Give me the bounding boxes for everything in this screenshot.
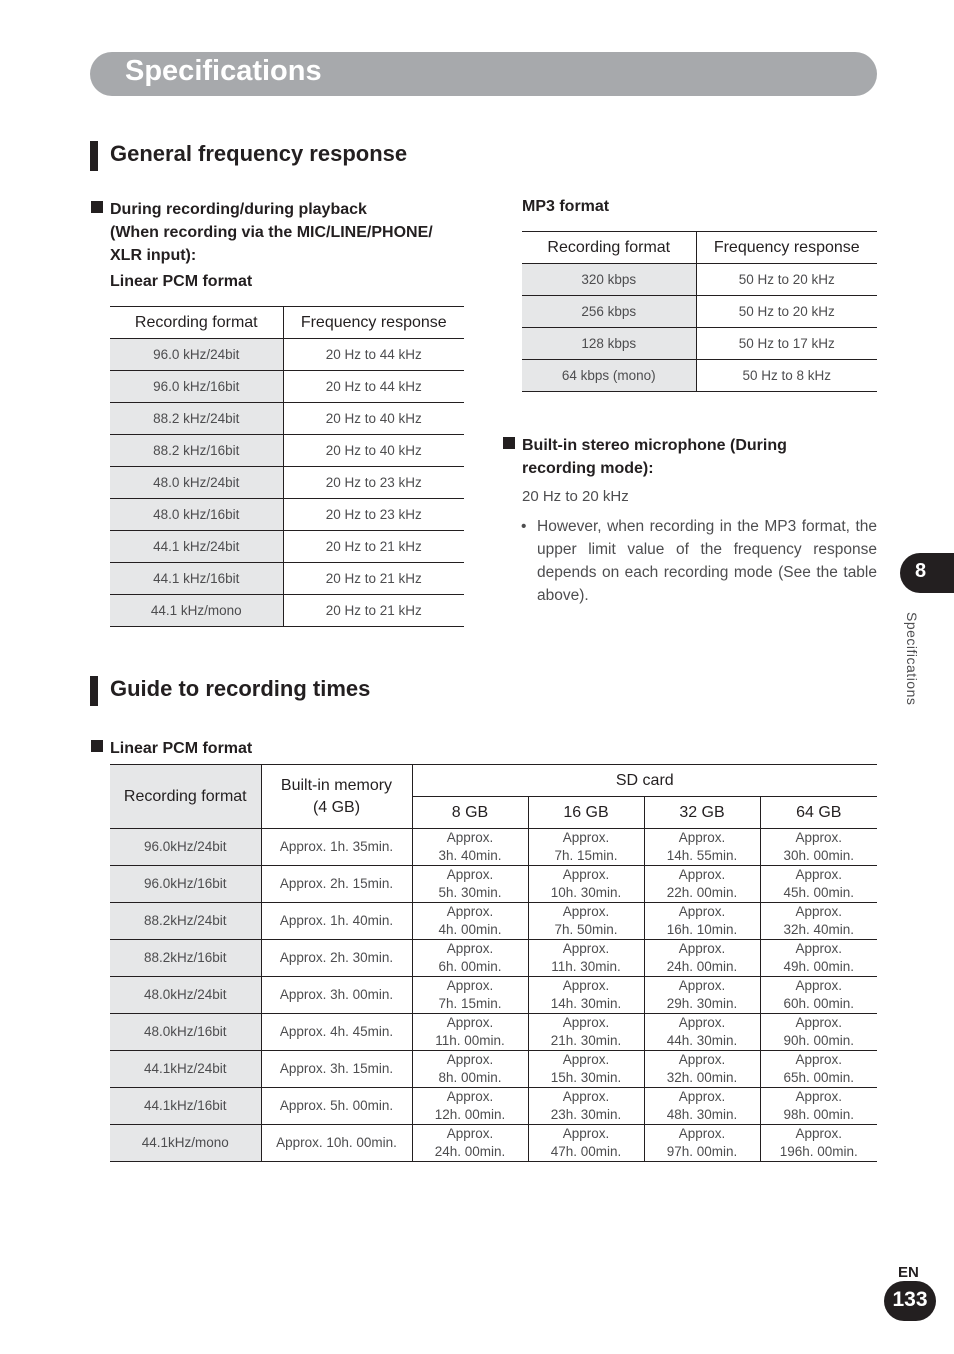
cell-line: 12h. 00min. (434, 1107, 506, 1122)
table-row (110, 940, 877, 977)
cell-recording-format: 44.1 kHz/24bit (110, 531, 283, 563)
table-row (110, 499, 464, 531)
cell-sd-time (760, 866, 877, 903)
cell-content (761, 829, 878, 865)
heading-line: XLR input): (110, 247, 197, 264)
cell-sd-time (528, 977, 644, 1014)
header-sd-size: 8 GB (412, 797, 528, 829)
table-row (110, 1125, 877, 1162)
heading-line: (When recording via the MIC/LINE/PHONE/ (110, 224, 433, 241)
cell-line: 6h. 00min. (438, 959, 502, 974)
cell-line: 7h. 15min. (554, 848, 618, 863)
cell-sd-time (760, 1125, 877, 1162)
header-built-in-memory (261, 765, 412, 829)
cell-recording-format: 64 kbps (mono) (522, 360, 696, 392)
section-marker (90, 141, 98, 171)
cell-line: 23h. 30min. (550, 1107, 622, 1122)
cell-line: 98h. 00min. (783, 1107, 855, 1122)
table-row (110, 563, 464, 595)
cell-sd-time (412, 903, 528, 940)
cell-line: Approx. (446, 1126, 494, 1141)
cell-sd-time (760, 829, 877, 866)
table-header: Recording format (522, 232, 696, 264)
cell-line: 10h. 30min. (550, 885, 622, 900)
cell-sd-time (644, 940, 760, 977)
cell-sd-time (412, 829, 528, 866)
cell-content (529, 1051, 644, 1087)
cell-line: 44h. 30min. (666, 1033, 738, 1048)
table-row (110, 531, 464, 563)
cell-line: Approx. (795, 1126, 843, 1141)
cell-line: 14h. 30min. (550, 996, 622, 1011)
cell-sd-time (760, 940, 877, 977)
cell-content (529, 940, 644, 976)
cell-content (413, 940, 528, 976)
cell-line: Approx. (795, 978, 843, 993)
cell-line: Approx. (795, 1052, 843, 1067)
cell-line: 65h. 00min. (783, 1070, 855, 1085)
cell-line: Approx. (562, 1126, 610, 1141)
cell-line: Approx. (678, 978, 726, 993)
table-row (522, 328, 877, 360)
section-marker (90, 676, 98, 706)
square-bullet-icon (91, 201, 103, 213)
table-row (110, 371, 464, 403)
cell-line: Approx. (678, 1089, 726, 1104)
page-title-bar (90, 52, 877, 96)
pcm-format-label: Linear PCM format (110, 273, 253, 290)
cell-content (645, 977, 760, 1013)
cell-line: Approx. (562, 1052, 610, 1067)
cell-frequency-response: 20 Hz to 40 kHz (283, 435, 464, 467)
cell-sd-time (644, 1014, 760, 1051)
chapter-tab[interactable] (900, 553, 954, 593)
cell-frequency-response: 20 Hz to 21 kHz (283, 531, 464, 563)
cell-line: Approx. (446, 1015, 494, 1030)
section-title-times: Guide to recording times (110, 676, 371, 701)
cell-line: 22h. 00min. (666, 885, 738, 900)
cell-content (645, 903, 760, 939)
cell-line: 16h. 10min. (666, 922, 738, 937)
cell-frequency-response: 20 Hz to 21 kHz (283, 563, 464, 595)
cell-content (761, 903, 878, 939)
table-row (110, 595, 464, 627)
cell-content (413, 1014, 528, 1050)
cell-line: 60h. 00min. (783, 996, 855, 1011)
cell-recording-format: 48.0 kHz/16bit (110, 499, 283, 531)
cell-sd-time (644, 1051, 760, 1088)
cell-recording-format: 96.0 kHz/24bit (110, 339, 283, 371)
cell-content (761, 977, 878, 1013)
cell-built-in-memory: Approx. 1h. 40min. (261, 903, 412, 940)
language-label: EN (898, 1264, 919, 1281)
cell-line: Approx. (446, 1052, 494, 1067)
table-row (110, 829, 877, 866)
cell-built-in-memory: Approx. 3h. 15min. (261, 1051, 412, 1088)
cell-line: 49h. 00min. (783, 959, 855, 974)
cell-line: Approx. (446, 941, 494, 956)
bullet-dot-icon: • (521, 518, 527, 535)
chapter-number: 8 (915, 560, 927, 582)
cell-recording-format: 44.1kHz/24bit (110, 1051, 261, 1088)
page-number: 133 (892, 1288, 928, 1311)
cell-line: Approx. (562, 1015, 610, 1030)
cell-recording-format: 48.0kHz/16bit (110, 1014, 261, 1051)
cell-sd-time (760, 1088, 877, 1125)
cell-sd-time (412, 1014, 528, 1051)
recording-playback-heading (110, 198, 470, 267)
header-sd-size: 64 GB (760, 797, 877, 829)
cell-line: 11h. 30min. (551, 959, 621, 974)
cell-line: Approx. (562, 978, 610, 993)
cell-recording-format: 48.0 kHz/24bit (110, 467, 283, 499)
cell-content (761, 866, 878, 902)
cell-line: Approx. (446, 978, 494, 993)
header-sd-size: 16 GB (528, 797, 644, 829)
cell-line: Approx. (678, 867, 726, 882)
cell-sd-time (644, 977, 760, 1014)
cell-recording-format: 88.2kHz/24bit (110, 903, 261, 940)
cell-frequency-response: 50 Hz to 8 kHz (696, 360, 877, 392)
cell-content (529, 903, 644, 939)
cell-line: Approx. (795, 1089, 843, 1104)
cell-content (645, 1125, 760, 1161)
cell-line: 3h. 40min. (438, 848, 502, 863)
heading-line: Linear PCM format (110, 740, 253, 757)
table-row (522, 360, 877, 392)
cell-recording-format: 256 kbps (522, 296, 696, 328)
cell-content (413, 1088, 528, 1124)
cell-sd-time (644, 866, 760, 903)
cell-content (413, 829, 528, 865)
cell-sd-time (760, 1014, 877, 1051)
cell-line: Approx. (795, 941, 843, 956)
cell-sd-time (412, 940, 528, 977)
cell-sd-time (412, 977, 528, 1014)
cell-line: Approx. (562, 904, 610, 919)
cell-sd-time (528, 1014, 644, 1051)
table-row (110, 866, 877, 903)
table-row (522, 296, 877, 328)
cell-line: Approx. (562, 867, 610, 882)
cell-content (645, 829, 760, 865)
cell-frequency-response: 20 Hz to 23 kHz (283, 467, 464, 499)
cell-line: Approx. (795, 1015, 843, 1030)
cell-built-in-memory: Approx. 3h. 00min. (261, 977, 412, 1014)
cell-line: Approx. (446, 830, 494, 845)
cell-line: 24h. 00min. (434, 1144, 506, 1159)
cell-line: Approx. (678, 941, 726, 956)
square-bullet-icon (503, 437, 515, 449)
cell-recording-format: 48.0kHz/24bit (110, 977, 261, 1014)
cell-line: 47h. 00min. (550, 1144, 622, 1159)
heading-line: During recording/during playback (110, 201, 367, 218)
cell-recording-format: 44.1kHz/mono (110, 1125, 261, 1162)
heading-line: recording mode): (522, 460, 654, 477)
cell-recording-format: 44.1kHz/16bit (110, 1088, 261, 1125)
cell-recording-format: 96.0kHz/16bit (110, 866, 261, 903)
header-sd-size: 32 GB (644, 797, 760, 829)
table-header: Frequency response (696, 232, 877, 264)
cell-built-in-memory: Approx. 4h. 45min. (261, 1014, 412, 1051)
cell-line: 90h. 00min. (783, 1033, 855, 1048)
mp3-format-label: MP3 format (522, 198, 610, 215)
cell-content (645, 940, 760, 976)
cell-line: Approx. (678, 1015, 726, 1030)
cell-line: Approx. (678, 1126, 726, 1141)
cell-sd-time (412, 1051, 528, 1088)
cell-line: Approx. (562, 941, 610, 956)
cell-content (761, 1088, 878, 1124)
table-row (110, 1051, 877, 1088)
cell-content (645, 1088, 760, 1124)
microphone-heading (522, 434, 877, 480)
cell-sd-time (412, 1088, 528, 1125)
cell-content (529, 1014, 644, 1050)
header-line: Built-in memory (280, 776, 393, 794)
square-bullet-icon (91, 740, 103, 752)
cell-sd-time (760, 1051, 877, 1088)
microphone-range: 20 Hz to 20 kHz (522, 488, 629, 505)
cell-sd-time (528, 866, 644, 903)
cell-content (413, 903, 528, 939)
cell-content (529, 1125, 644, 1161)
cell-frequency-response: 20 Hz to 21 kHz (283, 595, 464, 627)
cell-line: 15h. 30min. (550, 1070, 622, 1085)
cell-recording-format: 320 kbps (522, 264, 696, 296)
cell-sd-time (528, 1051, 644, 1088)
cell-sd-time (528, 1088, 644, 1125)
header-line: (4 GB) (312, 798, 361, 816)
cell-line: 29h. 30min. (666, 996, 738, 1011)
cell-line: Approx. (795, 867, 843, 882)
cell-sd-time (644, 903, 760, 940)
cell-frequency-response: 20 Hz to 23 kHz (283, 499, 464, 531)
cell-recording-format: 96.0kHz/24bit (110, 829, 261, 866)
table-row (110, 1088, 877, 1125)
cell-content (529, 829, 644, 865)
cell-line: 32h. 00min. (666, 1070, 738, 1085)
cell-frequency-response: 20 Hz to 44 kHz (283, 339, 464, 371)
cell-sd-time (528, 903, 644, 940)
cell-content (761, 1051, 878, 1087)
mp3-note (521, 515, 877, 607)
cell-line: 7h. 50min. (554, 922, 618, 937)
table-row (110, 467, 464, 499)
heading-line: Built-in stereo microphone (During (522, 437, 787, 454)
cell-sd-time (412, 866, 528, 903)
cell-sd-time (760, 977, 877, 1014)
cell-line: 32h. 40min. (783, 922, 855, 937)
cell-sd-time (760, 903, 877, 940)
cell-line: Approx. (446, 1089, 494, 1104)
table-row (522, 264, 877, 296)
cell-recording-format: 88.2kHz/16bit (110, 940, 261, 977)
header-sd-card: SD card (412, 765, 877, 797)
cell-line: 24h. 00min. (666, 959, 738, 974)
times-pcm-heading (110, 737, 410, 760)
cell-built-in-memory: Approx. 5h. 00min. (261, 1088, 412, 1125)
cell-frequency-response: 20 Hz to 40 kHz (283, 403, 464, 435)
cell-line: 11h. 00min. (435, 1033, 505, 1048)
cell-line: Approx. (678, 904, 726, 919)
cell-line: Approx. (562, 1089, 610, 1104)
cell-line: 4h. 00min. (438, 922, 502, 937)
cell-content (645, 866, 760, 902)
section-title-frequency: General frequency response (110, 141, 408, 166)
cell-line: 45h. 00min. (783, 885, 855, 900)
cell-line: 97h. 00min. (666, 1144, 738, 1159)
cell-line: 21h. 30min. (550, 1033, 622, 1048)
table-row (110, 403, 464, 435)
cell-sd-time (644, 829, 760, 866)
cell-line: 5h. 30min. (438, 885, 502, 900)
cell-line: 8h. 00min. (438, 1070, 502, 1085)
cell-line: 196h. 00min. (779, 1144, 858, 1159)
mp3-note-text: However, when recording in the MP3 format, the upper limit value of the frequency response depends on each recording mode (See the table above). (537, 518, 877, 604)
recording-times-table (110, 764, 877, 1162)
cell-recording-format: 44.1 kHz/16bit (110, 563, 283, 595)
cell-content (529, 1088, 644, 1124)
header-recording-format: Recording format (110, 765, 261, 829)
table-row (110, 339, 464, 371)
cell-content (761, 1125, 878, 1161)
cell-line: Approx. (795, 830, 843, 845)
cell-frequency-response: 50 Hz to 17 kHz (696, 328, 877, 360)
cell-built-in-memory: Approx. 10h. 00min. (261, 1125, 412, 1162)
page-title: Specifications (125, 55, 322, 87)
cell-line: Approx. (678, 830, 726, 845)
cell-content (413, 866, 528, 902)
cell-content (529, 977, 644, 1013)
cell-line: Approx. (446, 904, 494, 919)
cell-content (645, 1014, 760, 1050)
cell-line: Approx. (678, 1052, 726, 1067)
table-header: Recording format (110, 307, 283, 339)
cell-line: Approx. (562, 830, 610, 845)
cell-sd-time (644, 1125, 760, 1162)
cell-sd-time (528, 829, 644, 866)
cell-sd-time (528, 1125, 644, 1162)
table-row (110, 903, 877, 940)
cell-content (413, 1125, 528, 1161)
cell-content (645, 1051, 760, 1087)
cell-line: 30h. 00min. (783, 848, 855, 863)
cell-built-in-memory: Approx. 2h. 15min. (261, 866, 412, 903)
cell-content (413, 1051, 528, 1087)
cell-line: Approx. (446, 867, 494, 882)
cell-sd-time (528, 940, 644, 977)
cell-recording-format: 44.1 kHz/mono (110, 595, 283, 627)
cell-frequency-response: 50 Hz to 20 kHz (696, 296, 877, 328)
cell-built-in-memory: Approx. 2h. 30min. (261, 940, 412, 977)
cell-recording-format: 88.2 kHz/16bit (110, 435, 283, 467)
cell-frequency-response: 20 Hz to 44 kHz (283, 371, 464, 403)
cell-content (529, 866, 644, 902)
chapter-side-label: Specifications (904, 612, 920, 706)
cell-sd-time (412, 1125, 528, 1162)
table-row (110, 435, 464, 467)
cell-content (413, 977, 528, 1013)
page-number-badge (884, 1281, 936, 1321)
cell-line: Approx. (795, 904, 843, 919)
table-header: Frequency response (283, 307, 464, 339)
cell-built-in-memory: Approx. 1h. 35min. (261, 829, 412, 866)
mp3-frequency-table (522, 231, 877, 392)
cell-line: 7h. 15min. (438, 996, 502, 1011)
table-row (110, 1014, 877, 1051)
cell-content (761, 940, 878, 976)
cell-line: 14h. 55min. (666, 848, 738, 863)
cell-recording-format: 96.0 kHz/16bit (110, 371, 283, 403)
cell-frequency-response: 50 Hz to 20 kHz (696, 264, 877, 296)
cell-sd-time (644, 1088, 760, 1125)
cell-content (761, 1014, 878, 1050)
table-row (110, 977, 877, 1014)
pcm-frequency-table (110, 306, 464, 627)
cell-recording-format: 128 kbps (522, 328, 696, 360)
cell-line: 48h. 30min. (666, 1107, 738, 1122)
cell-recording-format: 88.2 kHz/24bit (110, 403, 283, 435)
